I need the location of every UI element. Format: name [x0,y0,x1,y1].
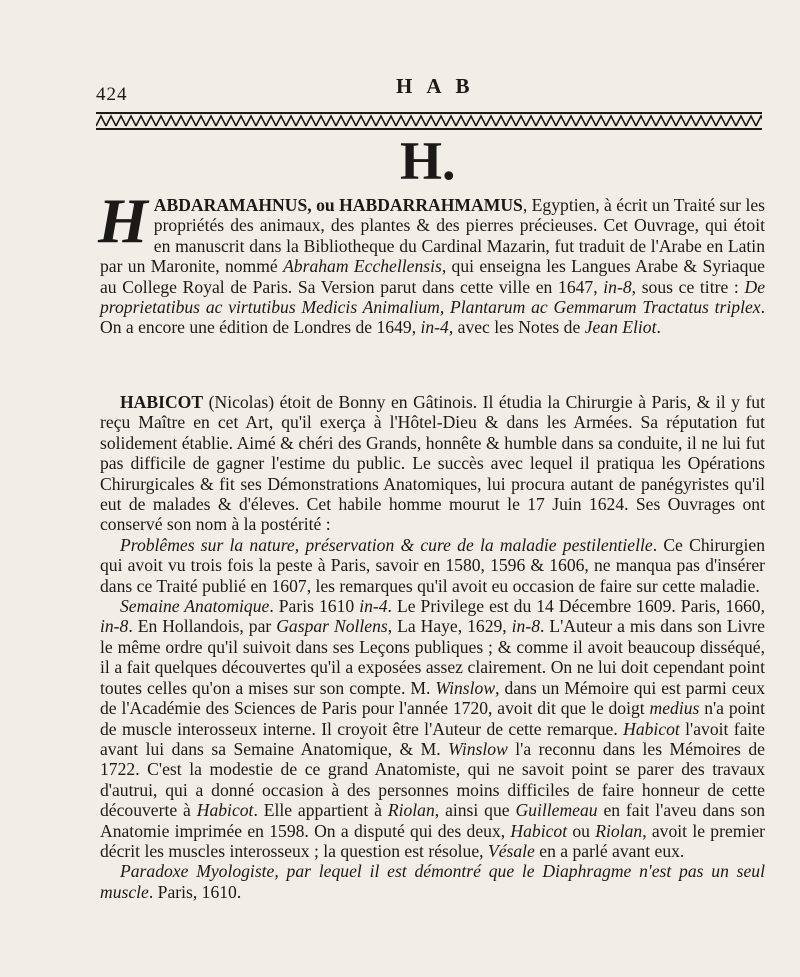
drop-cap: H [98,185,148,256]
entry-text: en a parlé avant eux. [534,840,685,861]
entry-text: . [656,317,661,338]
person-name: Riolan [387,800,435,821]
entry-text: , sous ce titre : [631,276,745,297]
format: in-8 [511,616,540,637]
entry-habicot [100,392,765,902]
person-name: Habicot [196,800,254,821]
entry-text: ou [567,820,596,841]
page-header [96,74,770,104]
entry-text: . L'Auteur a mis dans son Livre le même ordre qu'il suivoit dans ses Leçons publiques ; & comme il avoit beaucoup disséqué, il a fait quelques découvertes qu'il a exposées assez clairement. On ne lui doit cependant point toutes celles qu'on a mises sur son compte. M. [100,616,765,698]
format: in-8 [603,276,632,297]
work-paragraph [100,596,765,861]
person-name: Gaspar Nollens [276,616,388,637]
person-name: Riolan [595,820,643,841]
entry-text: l'a reconnu dans les Mémoires de 1722. C'est la modestie de ce grand Anatomiste, qui ne savoit point se parer des travaux d'autrui, qui a donné occasion à des personnes moins difficiles de faire honneur de cette découverte à [100,738,765,821]
entry-text: . Paris 1610 [269,596,360,617]
entry-text: n'a point de muscle interosseux interne. Il croyoit être l'Auteur de cette remarque. [100,698,765,739]
person-name: Habicot [623,718,680,739]
entry-text: . Paris, 1610. [148,881,242,902]
entry-text: . On a encore une édition de Londres de 1649, [100,297,765,338]
entry-text: , La Haye, 1629, [387,616,512,637]
person-name: Winslow [448,738,508,759]
running-head: HAB [396,74,484,98]
person-name: Guillemeau [515,800,598,821]
person-name: Habicot [510,820,568,841]
entry-habdaramahnus [98,185,765,338]
entry-text: , avoit le premier décrit les muscles interosseux ; la question est résolue, [100,820,765,861]
work-title: De proprietatibus ac virtutibus Medicis Animalium, Plantarum ac Gemmarum Tractatus triplex [100,276,765,318]
entry-text: . Elle appartient à [253,800,388,821]
ornamental-rule [96,110,762,132]
format: in-4 [420,317,449,338]
entry-text: , dans un Mémoire qui est parmi ceux de l'Académie des Sciences de Paris pour l'année 1720, avoit dit que le doigt [100,677,766,719]
entry-text: . Ce Chirurgien qui avoit vu trois fois la peste à Paris, savoir en 1580, 1596 & 1606, ne manqua pas d'insérer dans ce Traité publié en 1607, les remarques qu'il avoit eu occasion de faire sur cette maladie. [100,534,765,596]
entry-text: . En Hollandois, par [128,616,277,637]
headword: ABDARAMAHNUS, ou HABDARRAHMAMUS [153,195,523,215]
entry-text: , avec les Notes de [448,317,585,338]
entry-text: , qui enseigna les Langues Arabe & Syriaque au College Royal de Paris. Sa Version parut dans cette ville en 1647, [100,256,765,297]
format: in-8 [100,616,129,637]
entry-text: , ainsi que [434,800,516,821]
entry-text: . Le Privilege est du 14 Décembre 1609. Paris, 1660, [387,596,765,617]
person-name: Abraham Ecchellensis [283,256,442,277]
headword: HABICOT [120,392,204,412]
entry-text: l'avoit faite avant lui dans sa Semaine Anatomique, & M. [100,718,765,759]
entry-text: (Nicolas) étoit de Bonny en Gâtinois. Il étudia la Chirurgie à Paris, & il y fut reçu Maître en cet Art, qu'il exerça à l'Hôtel-Dieu & dans les Armées. Sa réputation fut solidement établie. Aimé & chéri des Grands, honnête & humble dans sa conduite, il ne lui fut pas difficile de gagner l'estime du public. Le succès avec lequel il pratiqua les Opérations Chirurgicales & fit ses Démonstrations Anatomiques, lui procura autant de panégyristes qu'il eut de malades & d'éleves. Cet habile homme mourut le 17 Juin 1624. Ses Ouvrages ont conservé son nom à la postérité : [100,392,765,535]
work-paragraph [100,535,765,596]
page-number: 424 [96,84,128,105]
section-letter: H. [400,131,456,191]
entry-text: en fait l'aveu dans son Anatomie imprimée en 1598. On a disputé qui des deux, [100,800,765,841]
work-title: Problêmes sur la nature, préservation & cure de la maladie pestilentielle [120,534,653,555]
person-name: Jean Eliot [584,317,657,338]
work-title: Paradoxe Myologiste, par lequel il est démontré que le Diaphragme n'est pas un seul muscle [100,861,765,902]
work-paragraph [100,861,765,902]
person-name: Vésale [487,840,535,861]
work-title: Semaine Anatomique [120,596,270,617]
entry-paragraph [100,392,765,535]
term: medius [649,698,700,719]
person-name: Winslow [435,677,496,698]
entry-text: , Egyptien, à écrit un Traité sur les propriétés des animaux, des plantes & des pierres précieuses. Cet Ouvrage, qui étoit en manuscrit dans la Bibliotheque du Cardinal Mazarin, fut traduit de l'Arabe en Latin par un Maronite, nommé [100,195,765,277]
format: in-4 [359,596,388,617]
